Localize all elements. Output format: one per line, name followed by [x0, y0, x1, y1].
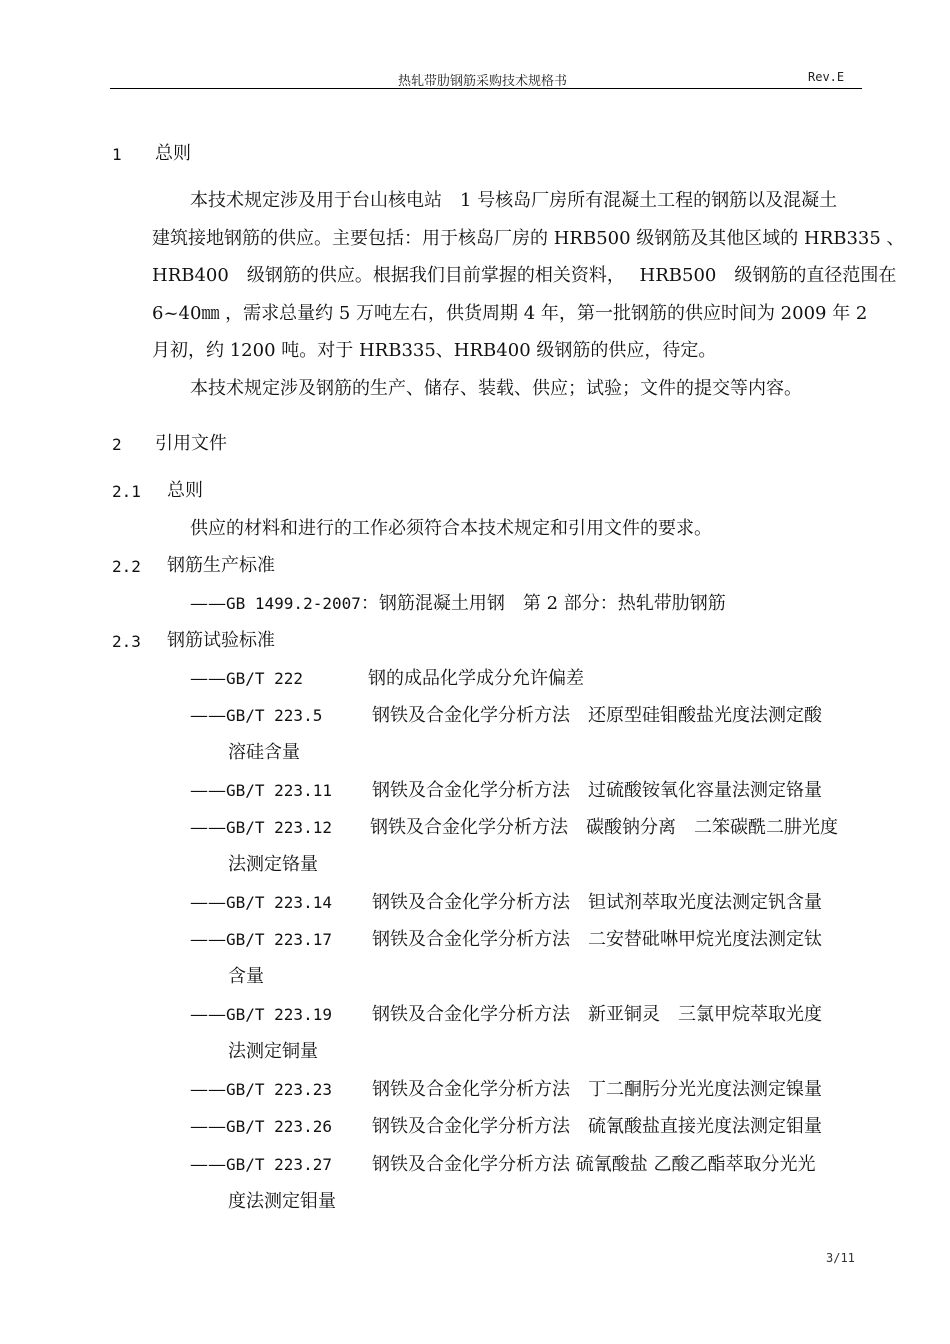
section-1-paragraph-line: 建筑接地钢筋的供应。主要包括：用于核岛厂房的 HRB500 级钢筋及其他区域的 HRB335 、 [152, 228, 905, 249]
standard-code: GB/T 222 [226, 669, 304, 688]
entry-dash: —— [190, 1004, 226, 1025]
entry-dash: —— [190, 780, 226, 801]
standard-code: GB/T 223.27 [226, 1155, 332, 1174]
header-revision: Rev.E [808, 70, 845, 84]
standard-code: GB/T 223.5 [226, 706, 323, 725]
section-1-paragraph-line: 6~40㎜ ，需求总量约 5 万吨左右，供货周期 4 年，第一批钢筋的供应时间为 2009 年 2 [152, 303, 868, 324]
standard-entry [190, 819, 838, 837]
standard-entry [190, 1081, 822, 1099]
standard-description: 钢铁及合金化学分析方法 钽试剂萃取光度法测定钒含量 [372, 892, 822, 913]
section-1-number: 1 [112, 145, 122, 164]
page-number: 3/11 [826, 1251, 855, 1265]
header-rule [110, 88, 862, 89]
section-1-title: 总则 [155, 143, 191, 164]
entry-dash: —— [190, 929, 226, 950]
entry-dash: —— [190, 1154, 226, 1175]
section-2-number: 2 [112, 435, 122, 454]
section-1-paragraph-2: 本技术规定涉及钢筋的生产、储存、装载、供应；试验；文件的提交等内容。 [190, 378, 802, 399]
standard-entry [190, 707, 822, 725]
standard-description: 钢铁及合金化学分析方法 新亚铜灵 三氯甲烷萃取光度 [372, 1004, 822, 1025]
entry-dash: —— [190, 593, 226, 614]
standard-entry [190, 1118, 822, 1136]
standard-code: GB/T 223.14 [226, 893, 332, 912]
standard-description-continued: 含量 [228, 966, 264, 987]
standard-description-continued: 法测定铬量 [228, 854, 318, 875]
section-2-2-title: 钢筋生产标准 [167, 555, 275, 576]
section-2-1-title: 总则 [167, 480, 203, 501]
standard-code: GB/T 223.19 [226, 1005, 332, 1024]
standard-description-continued: 溶硅含量 [228, 742, 300, 763]
entry-dash: —— [190, 817, 226, 838]
entry-dash: —— [190, 892, 226, 913]
section-2-3-number: 2.3 [112, 632, 141, 651]
standard-description: 钢铁及合金化学分析方法 二安替砒啉甲烷光度法测定钛 [372, 929, 822, 950]
section-2-3-title: 钢筋试验标准 [167, 630, 275, 651]
section-2-1-text: 供应的材料和进行的工作必须符合本技术规定和引用文件的要求。 [190, 518, 712, 539]
standard-code: GB 1499.2-2007 [226, 594, 361, 613]
standard-entry [190, 1006, 822, 1024]
standard-entry [190, 595, 726, 613]
standard-description: 钢铁及合金化学分析方法 丁二酮肟分光光度法测定镍量 [372, 1079, 822, 1100]
standard-description: 钢铁及合金化学分析方法 碳酸钠分离 二笨碳酰二肼光度 [370, 817, 838, 838]
standard-description: 钢铁及合金化学分析方法 硫氰酸盐 乙酸乙酯萃取分光光 [372, 1154, 816, 1175]
section-2-title: 引用文件 [155, 433, 227, 454]
standard-code: GB/T 223.23 [226, 1080, 332, 1099]
standard-entry [190, 670, 584, 688]
entry-dash: —— [190, 705, 226, 726]
standard-entry [190, 1156, 815, 1174]
standard-entry [190, 782, 822, 800]
standard-description-continued: 度法测定钼量 [228, 1191, 336, 1212]
standard-description: ：钢筋混凝土用钢 第 2 部分：热轧带肋钢筋 [360, 593, 726, 614]
standard-description: 钢铁及合金化学分析方法 硫氰酸盐直接光度法测定钼量 [372, 1116, 822, 1137]
section-2-2-number: 2.2 [112, 557, 141, 576]
standard-code: GB/T 223.17 [226, 930, 332, 949]
standard-description: 钢铁及合金化学分析方法 还原型硅钼酸盐光度法测定酸 [372, 705, 822, 726]
entry-dash: —— [190, 1079, 226, 1100]
standard-description-continued: 法测定铜量 [228, 1041, 318, 1062]
standard-description: 钢铁及合金化学分析方法 过硫酸铵氧化容量法测定铬量 [372, 780, 822, 801]
section-1-paragraph-line: 月初，约 1200 吨。对于 HRB335、HRB400 级钢筋的供应，待定。 [152, 340, 717, 361]
section-1-paragraph-line: HRB400 级钢筋的供应。根据我们目前掌握的相关资料， HRB500 级钢筋的直径范围在 [152, 265, 897, 286]
entry-dash: —— [190, 1116, 226, 1137]
section-2-1-number: 2.1 [112, 482, 141, 501]
standard-code: GB/T 223.11 [226, 781, 332, 800]
standard-code: GB/T 223.26 [226, 1117, 332, 1136]
standard-entry [190, 931, 822, 949]
entry-dash: —— [190, 668, 226, 689]
standard-entry [190, 894, 822, 912]
standard-description: 钢的成品化学成分允许偏差 [368, 668, 584, 689]
section-1-paragraph-line: 本技术规定涉及用于台山核电站 1 号核岛厂房所有混凝土工程的钢筋以及混凝土 [190, 190, 838, 211]
standard-code: GB/T 223.12 [226, 818, 332, 837]
header-title: 热轧带肋钢筋采购技术规格书 [398, 74, 568, 89]
